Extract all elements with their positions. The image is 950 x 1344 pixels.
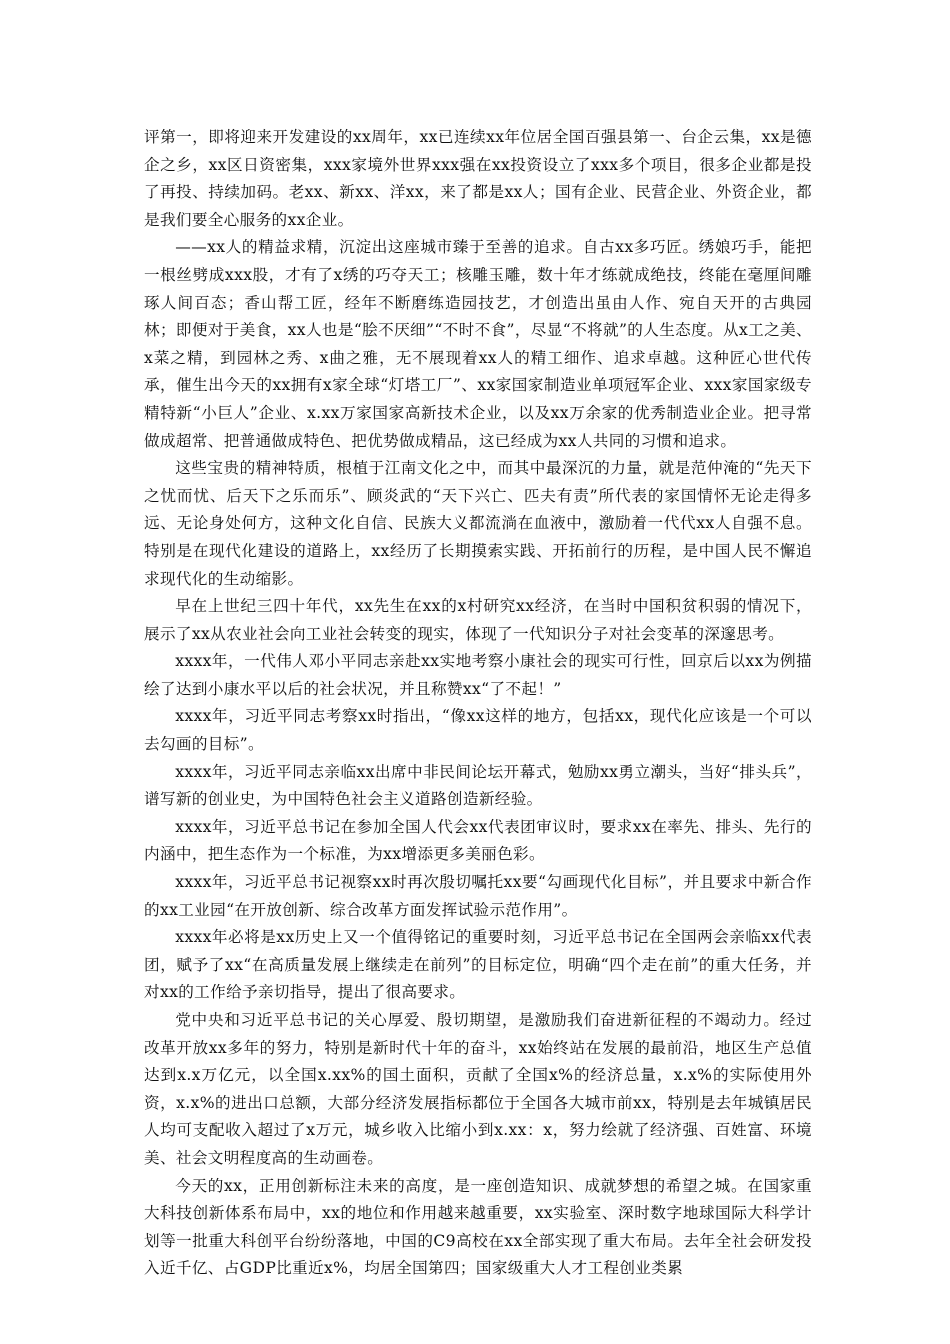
paragraph-5: xxxx年，一代伟人邓小平同志亲赴xx实地考察小康社会的现实可行性，回京后以xx为例描绘了达到小康水平以后的社会状况，并且称赞xx“了不起！” xyxy=(144,652,812,698)
paragraph-2: ——xx人的精益求精，沉淀出这座城市臻于至善的追求。自古xx多巧匠。绣娘巧手，能把一根丝劈成xxx股，才有了x绣的巧夺天工；核雕玉雕，数十年才练就成绝技，终能在毫厘间雕琢人间百态；香山帮工匠，经年不断磨练造园技艺，才创造出虽由人作、宛自天开的古典园林；即便对于美食，xx人也是“脍不厌细”“不时不食”，尽显“不将就”的人生态度。从x工之美、x菜之精，到园林之秀、x曲之雅，无不展现着xx人的精工细作、追求卓越。这种匠心世代传承，催生出今天的xx拥有x家全球“灯塔工厂”、xx家国家制造业单项冠军企业、xxx家国家级专精特新“小巨人”企业、x.xx万家国家高新技术企业，以及xx万余家的优秀制造业企业。把寻常做成超常、把普通做成特色、把优势做成精品，这已经成为xx人共同的习惯和追求。 xyxy=(144,238,812,450)
paragraph-8: xxxx年，习近平总书记在参加全国人代会xx代表团审议时，要求xx在率先、排头、先行的内涵中，把生态作为一个标准，为xx增添更多美丽色彩。 xyxy=(144,817,812,864)
paragraph-1: 评第一，即将迎来开发建设的xx周年，xx已连续xx年位居全国百强县第一、台企云集，xx是德企之乡，xx区日资密集，xxx家境外世界xxx强在xx投资设立了xxx多个项目，很多企业都是投了再投、持续加码。老xx、新xx、洋xx，来了都是xx人；国有企业、民营企业、外资企业，都是我们要全心服务的xx企业。 xyxy=(144,128,812,229)
paragraph-12: 今天的xx，正用创新标注未来的高度，是一座创造知识、成就梦想的希望之城。在国家重大科技创新体系布局中，xx的地位和作用越来越重要，xx实验室、深时数字地球国际大科学计划等一批重大科创平台纷纷落地，中国的C9高校在xx全部实现了重大布局。去年全社会研发投入近千亿、占GDP比重近x%，均居全国第四；国家级重大人才工程创业类累 xyxy=(144,1176,812,1278)
paragraph-9: xxxx年，习近平总书记视察xx时再次殷切嘱托xx要“勾画现代化目标”，并且要求中新合作的xx工业园“在开放创新、综合改革方面发挥试验示范作用”。 xyxy=(144,873,812,919)
paragraph-7: xxxx年，习近平同志亲临xx出席中非民间论坛开幕式，勉励xx勇立潮头，当好“排头兵”，谱写新的创业史，为中国特色社会主义道路创造新经验。 xyxy=(144,762,812,809)
paragraph-3: 这些宝贵的精神特质，根植于江南文化之中，而其中最深沉的力量，就是范仲淹的“先天下之忧而忧、后天下之乐而乐”、顾炎武的“天下兴亡、匹夫有责”所代表的家国情怀无论走得多远、无论身处何方，这种文化自信、民族大义都流淌在血液中，激励着一代代xx人自强不息。特别是在现代化建设的道路上，xx经历了长期摸索实践、开拓前行的历程，是中国人民不懈追求现代化的生动缩影。 xyxy=(144,459,812,588)
paragraph-10: xxxx年必将是xx历史上又一个值得铭记的重要时刻，习近平总书记在全国两会亲临xx代表团，赋予了xx“在高质量发展上继续走在前列”的目标定位，明确“四个走在前”的重大任务，并对xx的工作给予亲切指导，提出了很高要求。 xyxy=(144,928,812,1002)
paragraph-11: 党中央和习近平总书记的关心厚爱、殷切期望，是激励我们奋进新征程的不竭动力。经过改革开放xx多年的努力，特别是新时代十年的奋斗，xx始终站在发展的最前沿，地区生产总值达到x.x万亿元，以全国x.xx%的国土面积，贡献了全国x%的经济总量，x.x%的实际使用外资，x.x%的进出口总额，大部分经济发展指标都位于全国各大城市前xx，特别是去年城镇居民人均可支配收入超过了x万元，城乡收入比缩小到x.xx：x，努力绘就了经济强、百姓富、环境美、社会文明程度高的生动画卷。 xyxy=(144,1011,812,1167)
document-page xyxy=(144,124,812,1283)
paragraph-6: xxxx年，习近平同志考察xx时指出，“像xx这样的地方，包括xx，现代化应该是一个可以去勾画的目标”。 xyxy=(144,707,812,754)
paragraph-4: 早在上世纪三四十年代，xx先生在xx的x村研究xx经济，在当时中国积贫积弱的情况下，展示了xx从农业社会向工业社会转变的现实，体现了一代知识分子对社会变革的深邃思考。 xyxy=(144,597,812,643)
